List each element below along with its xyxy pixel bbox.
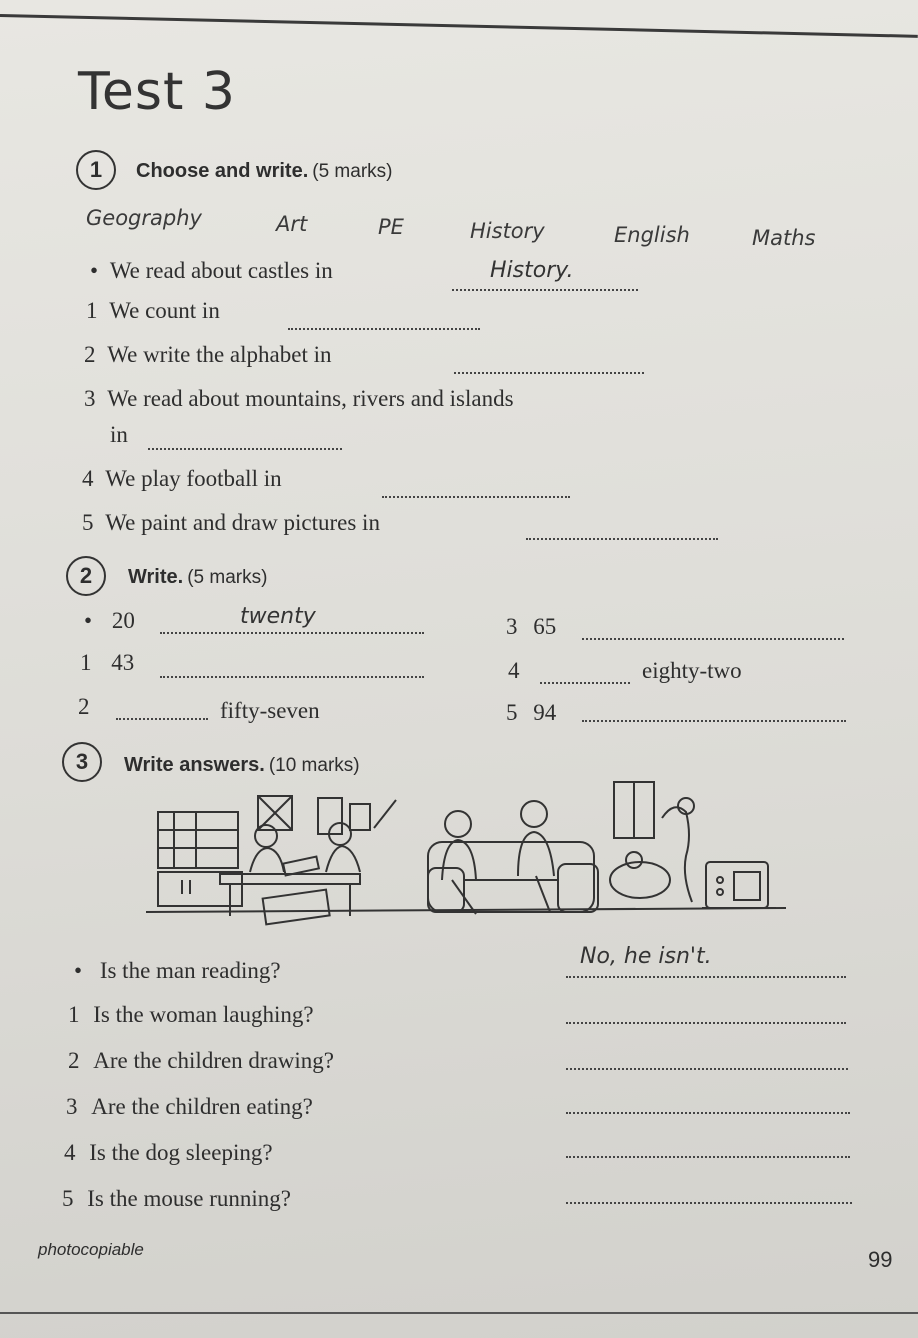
- s3-question-2: [68, 1048, 334, 1074]
- question-text: Is the woman laughing?: [93, 1002, 314, 1027]
- item-text: We count in: [109, 298, 220, 323]
- s3-question-5: [62, 1186, 291, 1212]
- s2-example-number: 20: [111, 608, 135, 633]
- item-number: 4: [82, 466, 94, 491]
- section3-header: [124, 754, 360, 777]
- s1-item-4: [82, 466, 282, 492]
- item-text: We paint and draw pictures in: [105, 510, 380, 535]
- item-number: 2: [68, 1048, 80, 1073]
- drawing-paper: [283, 857, 319, 876]
- answer-line[interactable]: [582, 720, 846, 722]
- s2-item-5: [506, 700, 556, 726]
- section2-header: [128, 566, 267, 589]
- bullet: •: [84, 608, 93, 633]
- s3-example: [74, 958, 281, 984]
- wall-picture: [350, 804, 370, 830]
- answer-line[interactable]: [566, 1112, 850, 1114]
- answer-line[interactable]: [288, 328, 480, 330]
- s1-item-3-cont: in: [110, 422, 128, 447]
- child-boy: [255, 825, 277, 847]
- answer-line[interactable]: [566, 1022, 846, 1024]
- bottom-border: [0, 1312, 918, 1314]
- section-number-2: 2: [66, 556, 106, 596]
- item-text: We write the alphabet in: [107, 342, 332, 367]
- word-bank-history: History: [470, 219, 545, 243]
- section2-heading: Write.: [128, 566, 184, 588]
- living-room-illustration: [146, 776, 786, 946]
- s1-example: [90, 258, 333, 284]
- cat-basket: [610, 862, 670, 898]
- s2-example-answer: twenty: [240, 604, 316, 629]
- s1-example-answer: History.: [490, 258, 574, 283]
- answer-line[interactable]: [454, 372, 644, 374]
- answer-line[interactable]: [148, 448, 342, 450]
- answer-line: [160, 632, 424, 634]
- word-bank-art: Art: [276, 212, 308, 236]
- item-number-value: 43: [111, 650, 135, 675]
- s3-question-3: [66, 1094, 313, 1120]
- item-number-value: 94: [533, 700, 557, 725]
- section-number-3: 3: [62, 742, 102, 782]
- answer-line[interactable]: [566, 1068, 848, 1070]
- word-bank-maths: Maths: [752, 226, 816, 250]
- s1-item-5: [82, 510, 380, 536]
- question-text: Is the dog sleeping?: [89, 1140, 273, 1165]
- answer-line[interactable]: [582, 638, 844, 640]
- item-number: 4: [64, 1140, 76, 1165]
- top-border: [0, 14, 918, 38]
- s2-item-4-words: eighty-two: [642, 658, 742, 683]
- bookshelf: [158, 812, 238, 868]
- section1-marks: (5 marks): [312, 161, 393, 182]
- s3-example-question: Is the man reading?: [99, 958, 281, 983]
- drawings-on-floor: [263, 890, 330, 925]
- question-text: Are the children eating?: [91, 1094, 313, 1119]
- item-number: 1: [68, 1002, 80, 1027]
- question-text: Are the children drawing?: [93, 1048, 335, 1073]
- answer-line[interactable]: [160, 676, 424, 678]
- s2-item-1: [80, 650, 134, 676]
- answer-line: [452, 289, 638, 291]
- section3-heading: Write answers.: [124, 754, 265, 776]
- man: [445, 811, 471, 837]
- s3-question-4: [64, 1140, 273, 1166]
- s2-example: [84, 608, 135, 634]
- television: [706, 862, 768, 908]
- answer-line[interactable]: [566, 1156, 850, 1158]
- section1-header: [136, 160, 392, 183]
- item-text: We read about mountains, rivers and islands: [107, 386, 514, 411]
- s3-example-answer: No, he isn't.: [580, 944, 712, 969]
- item-number: 5: [506, 700, 518, 725]
- word-bank-english: English: [614, 223, 690, 247]
- bullet: •: [90, 258, 99, 283]
- item-number: 3: [506, 614, 518, 639]
- s2-item-3: [506, 614, 556, 640]
- item-number: 1: [80, 650, 92, 675]
- s3-question-1: [68, 1002, 314, 1028]
- item-number: 3: [66, 1094, 78, 1119]
- page-title: Test 3: [78, 62, 237, 122]
- question-text: Is the mouse running?: [87, 1186, 292, 1211]
- item-number: 5: [62, 1186, 74, 1211]
- s2-item-2-num: 2: [78, 694, 90, 719]
- item-number: 1: [86, 298, 98, 323]
- word-bank-geography: Geography: [86, 206, 202, 230]
- word-bank-pe: PE: [378, 215, 404, 239]
- answer-line[interactable]: [566, 1202, 852, 1204]
- item-number: 3: [84, 386, 96, 411]
- section3-marks: (10 marks): [268, 755, 360, 776]
- answer-line[interactable]: [116, 718, 208, 720]
- s1-example-text: We read about castles in: [109, 258, 333, 283]
- answer-line[interactable]: [382, 496, 570, 498]
- s1-item-3: [84, 386, 514, 412]
- s1-item-1: [86, 298, 220, 324]
- s1-item-2: [84, 342, 331, 368]
- item-number-value: 65: [533, 614, 557, 639]
- page-number: 99: [868, 1247, 893, 1272]
- bullet: •: [74, 958, 83, 983]
- cat: [626, 852, 642, 868]
- answer-line: [566, 976, 846, 978]
- s2-item-2-words: fifty-seven: [220, 698, 320, 723]
- section1-heading: Choose and write.: [136, 160, 309, 182]
- footer-photocopiable: photocopiable: [38, 1240, 144, 1259]
- answer-line[interactable]: [540, 682, 630, 684]
- s2-item-4-num: 4: [508, 658, 520, 683]
- item-number: 5: [82, 510, 94, 535]
- sofa: [428, 842, 594, 912]
- item-number: 2: [84, 342, 96, 367]
- answer-line[interactable]: [526, 538, 718, 540]
- woman: [521, 801, 547, 827]
- section-number-1: 1: [76, 150, 116, 190]
- item-text: We play football in: [105, 466, 282, 491]
- section2-marks: (5 marks): [187, 567, 268, 588]
